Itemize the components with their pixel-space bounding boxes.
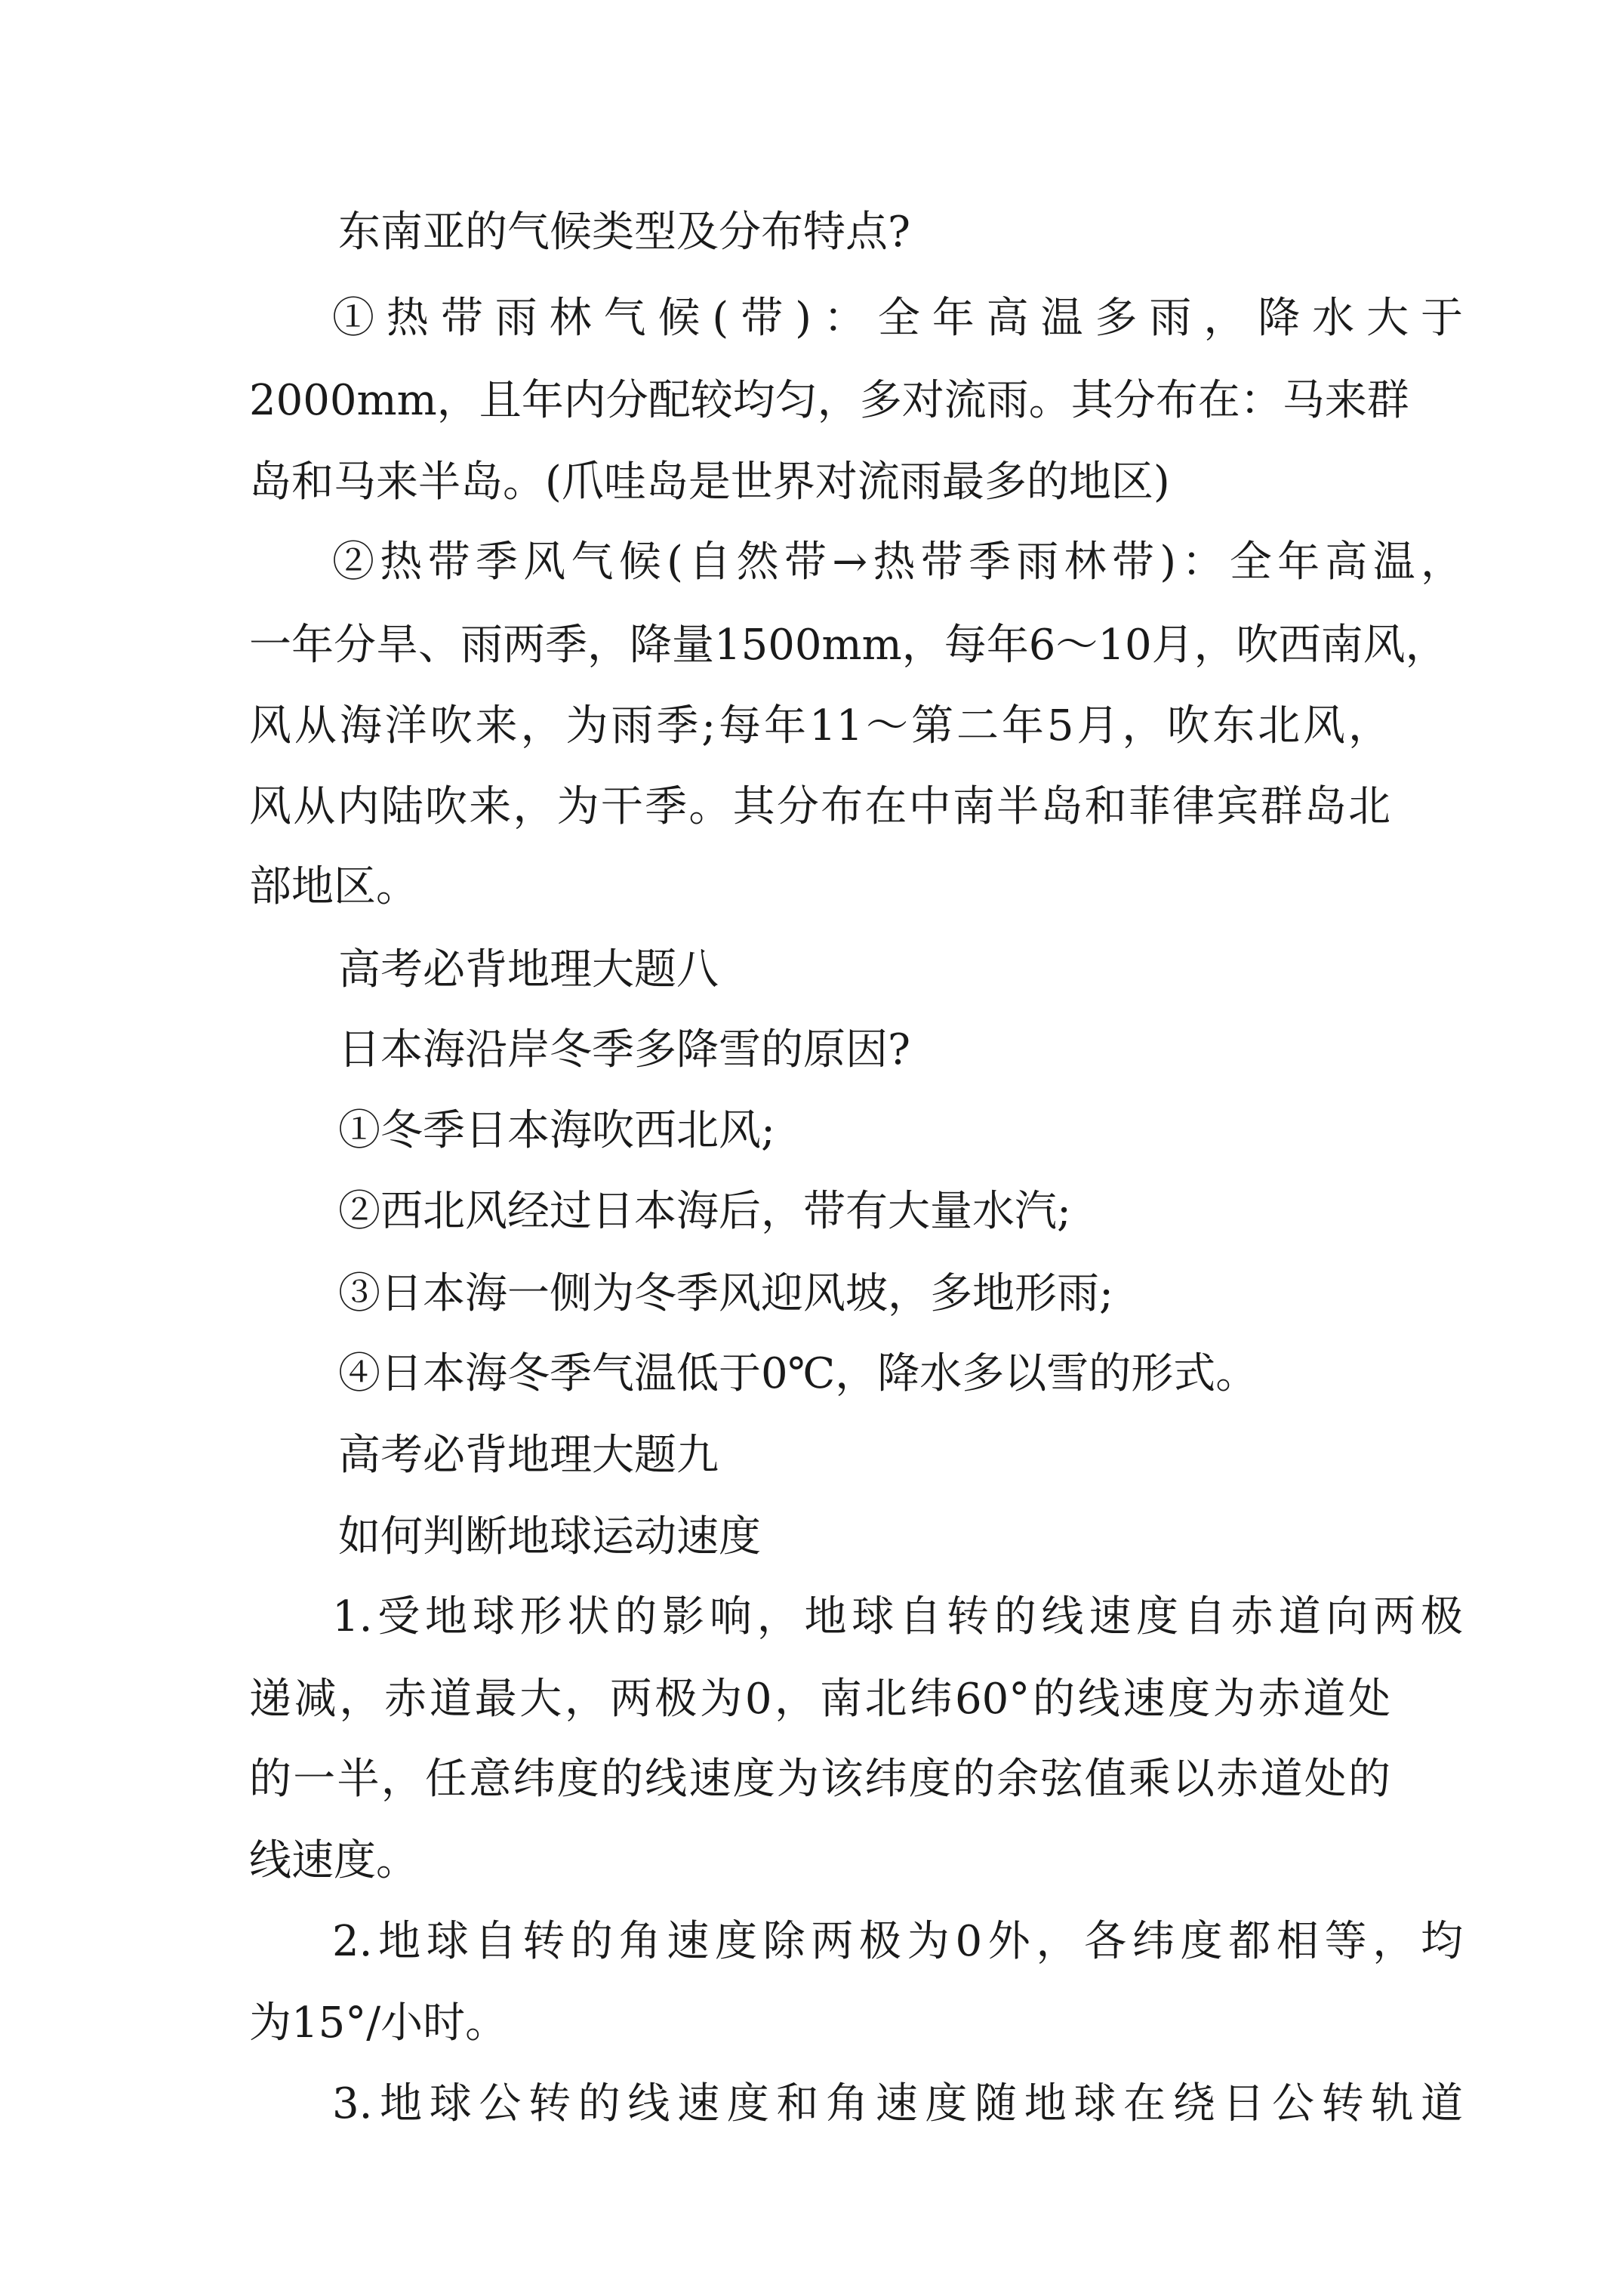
paragraph-line: 的一半，任意纬度的线速度为该纬度的余弦值乘以赤道处的 [249, 1755, 1390, 1804]
paragraph-line: 线速度。 [249, 1836, 418, 1885]
paragraph-line: 一年分旱、雨两季，降量1500mm，每年6～10月，吹西南风， [249, 621, 1448, 670]
paragraph-line: 3.地球公转的线速度和角速度随地球在绕日公转轨道 [332, 2079, 1463, 2128]
question-southeast-asia-climate: 东南亚的气候类型及分布特点? [338, 208, 911, 257]
paragraph-line: ②热带季风气候(自然带→热带季雨林带)：全年高温， [332, 538, 1463, 587]
paragraph-line: 递减，赤道最大，两极为0，南北纬60°的线速度为赤道处 [249, 1675, 1390, 1724]
list-item: ④日本海冬季气温低于0℃，降水多以雪的形式。 [338, 1349, 1258, 1398]
question-japan-sea-snow: 日本海沿岸冬季多降雪的原因? [338, 1025, 911, 1074]
paragraph-line: 风从内陆吹来，为干季。其分布在中南半岛和菲律宾群岛北 [249, 782, 1390, 831]
question-earth-motion-speed: 如何判断地球运动速度 [338, 1512, 761, 1561]
section-heading-8: 高考必背地理大题八 [338, 945, 719, 994]
list-item: ②西北风经过日本海后，带有大量水汽; [338, 1187, 1071, 1236]
paragraph-line: 2000mm，且年内分配较均匀，多对流雨。其分布在：马来群 [249, 376, 1409, 425]
paragraph-line: 2.地球自转的角速度除两极为0外，各纬度都相等，均 [332, 1917, 1463, 1966]
paragraph-line: 为15°/小时。 [249, 1999, 508, 2048]
list-item: ③日本海一侧为冬季风迎风坡，多地形雨; [338, 1269, 1113, 1318]
paragraph-line: 部地区。 [249, 862, 418, 911]
section-heading-9: 高考必背地理大题九 [338, 1431, 719, 1480]
list-item: ①冬季日本海吹西北风; [338, 1106, 775, 1155]
paragraph-line: 岛和马来半岛。(爪哇岛是世界对流雨最多的地区) [249, 458, 1170, 507]
paragraph-line: ①热带雨林气候(带)：全年高温多雨，降水大于 [332, 294, 1463, 343]
paragraph-line: 1.受地球形状的影响，地球自转的线速度自赤道向两极 [332, 1592, 1463, 1641]
paragraph-line: 风从海洋吹来，为雨季;每年11～第二年5月，吹东北风， [249, 701, 1390, 750]
